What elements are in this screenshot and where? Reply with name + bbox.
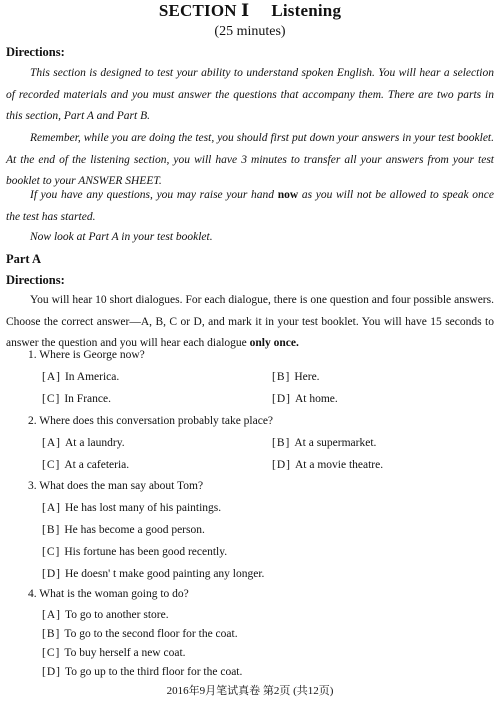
q4-option-c: [C] To buy herself a new coat.: [42, 647, 186, 659]
section-number: SECTION Ⅰ: [158, 1, 250, 20]
intro-paragraph-4: Now look at Part A in your test booklet.: [30, 231, 213, 243]
q4-option-b: [B] To go to the second floor for the coat.: [42, 628, 238, 640]
q4-option-a: [A] To go to another store.: [42, 609, 169, 621]
q1-option-a: [A] In America.: [42, 371, 120, 383]
q2-option-a: [A] At a laundry.: [42, 437, 125, 449]
question-1: 1. Where is George now?: [28, 349, 145, 361]
q4-option-d: [D] To go up to the third floor for the coat.: [42, 666, 243, 678]
q3-option-b: [B] He has become a good person.: [42, 524, 205, 536]
question-2: 2. Where does this conversation probably take place?: [28, 415, 274, 427]
section-title: Listening: [271, 1, 342, 20]
emphasis-now: now: [277, 189, 299, 201]
page-footer: 2016年9月笔试真卷 第2页 (共12页): [166, 685, 334, 697]
q1-option-c: [C] In France.: [42, 393, 111, 405]
q3-option-d: [D] He doesn' t make good painting any longer.: [42, 568, 265, 580]
section-heading: [0, 0, 500, 22]
q1-option-d: [D] At home.: [272, 393, 338, 405]
directions-heading: Directions:: [6, 45, 65, 59]
intro-paragraph-2: Remember, while you are doing the test, you should first put down your answers in your test booklet. At the end of the listening section, you will have 3 minutes to transfer all your answers from your test booklet to your ANSWER SHEET.: [6, 132, 494, 188]
section-time: (25 minutes): [214, 24, 286, 39]
q2-option-c: [C] At a cafeteria.: [42, 459, 130, 471]
q3-option-c: [C] His fortune has been good recently.: [42, 546, 228, 558]
q1-option-b: [B] Here.: [272, 371, 320, 383]
question-4: 4. What is the woman going to do?: [28, 588, 189, 600]
intro-paragraph-1: This section is designed to test your ability to understand spoken English. You will hear a selection of recorded materials and you must answer the questions that accompany them. There are two parts in this section, Part A and Part B.: [6, 67, 494, 123]
q3-option-a: [A] He has lost many of his paintings.: [42, 502, 222, 514]
q2-option-d: [D] At a movie theatre.: [272, 459, 384, 471]
intro-paragraph-3: If you have any questions, you may raise your hand now as you will not be allowed to speak once the test has started.: [6, 189, 495, 223]
question-3: 3. What does the man say about Tom?: [28, 480, 204, 492]
emphasis-only-once: only once.: [249, 337, 299, 350]
part-a-directions-heading: Directions:: [6, 273, 65, 287]
q2-option-b: [B] At a supermarket.: [272, 437, 377, 449]
part-a-directions: You will hear 10 short dialogues. For each dialogue, there is one question and four possible answers. Choose the correct answer—A, B, C or D, and mark it in your test booklet. You will have 15 seconds to answer the question and you will hear each dialogue only once.: [6, 294, 494, 350]
part-a-heading: Part A: [6, 252, 42, 266]
